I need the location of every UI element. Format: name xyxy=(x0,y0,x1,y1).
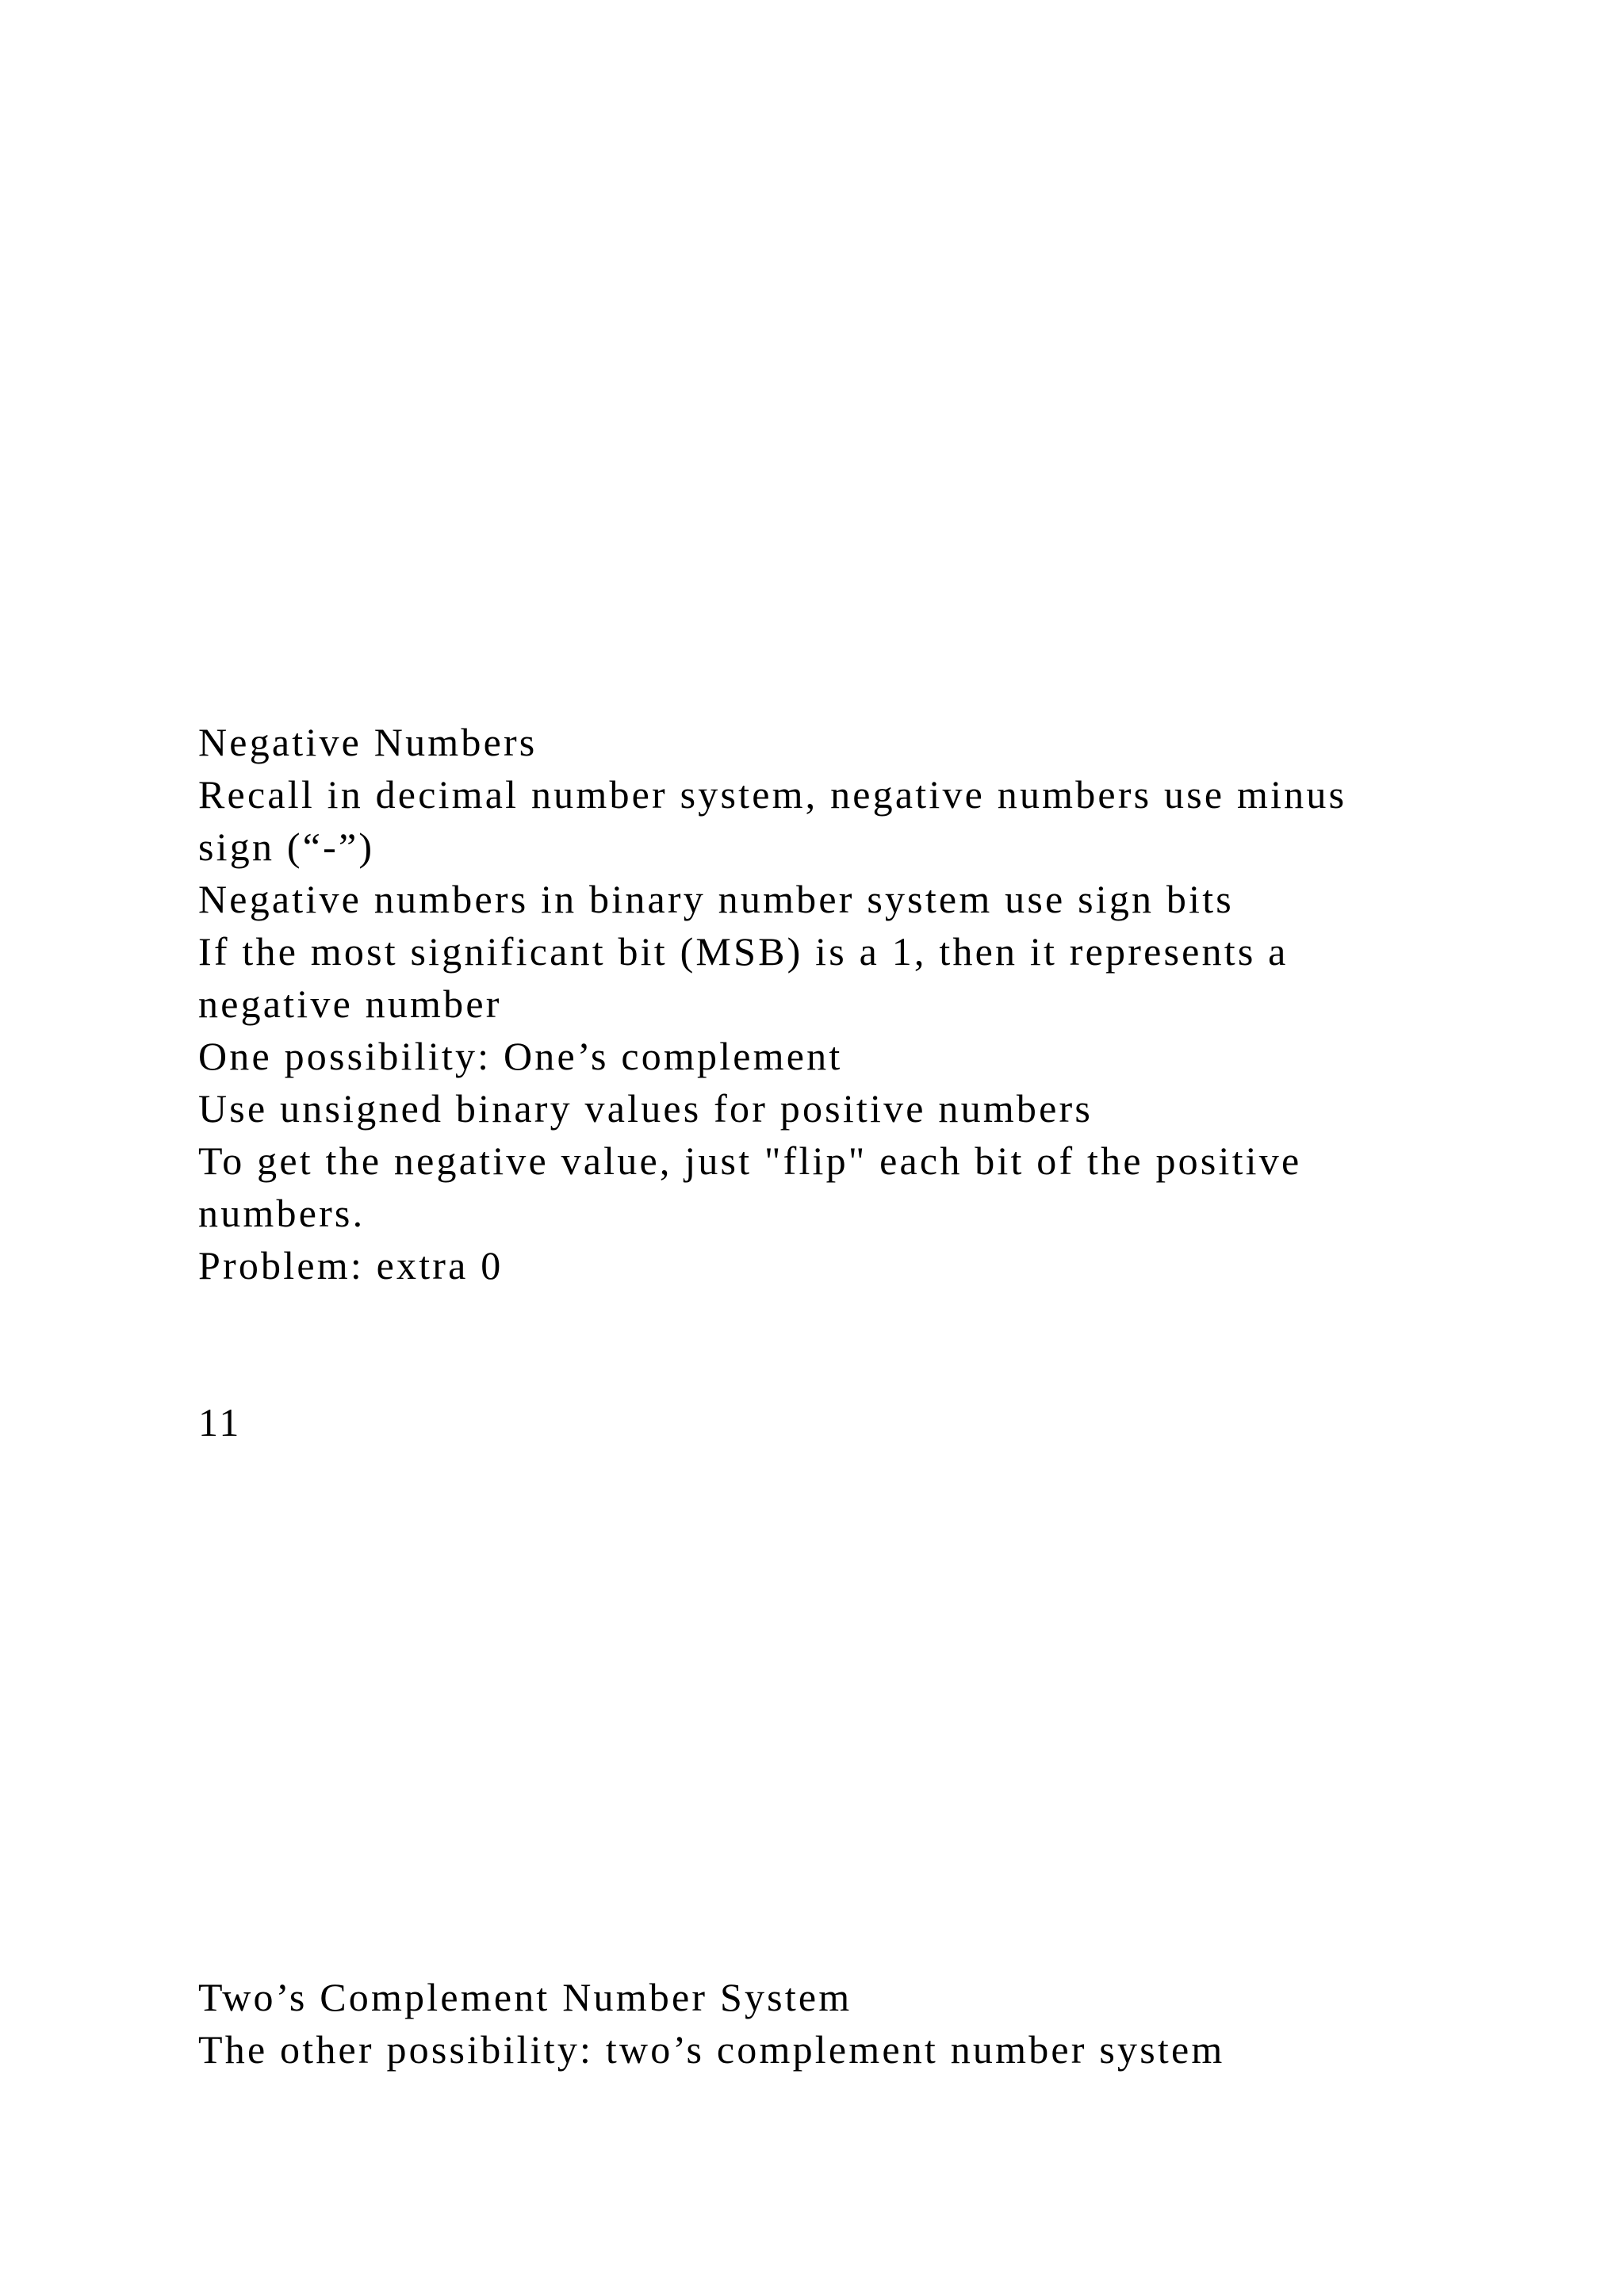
text-line: If the most significant bit (MSB) is a 1, then it represents a xyxy=(198,929,1289,974)
page-number-block xyxy=(198,1396,242,1448)
text-line: Problem: extra 0 xyxy=(198,1243,504,1288)
section-heading: Negative Numbers xyxy=(198,720,538,764)
text-line: negative number xyxy=(198,982,502,1026)
text-line: The other possibility: two’s complement number system xyxy=(198,2027,1225,2072)
section-heading: Two’s Complement Number System xyxy=(198,1975,852,2019)
text-line: Recall in decimal number system, negative numbers use minus xyxy=(198,772,1347,817)
text-line: To get the negative value, just "flip" each bit of the positive xyxy=(198,1138,1302,1183)
text-line: Use unsigned binary values for positive numbers xyxy=(198,1086,1093,1131)
page-number: 11 xyxy=(198,1400,242,1445)
text-line: One possibility: One’s complement xyxy=(198,1034,843,1078)
text-line: Negative numbers in binary number system use sign bits xyxy=(198,877,1234,921)
text-line: sign (“-”) xyxy=(198,825,375,869)
negative-numbers-section xyxy=(198,716,1346,1292)
twos-complement-section xyxy=(198,1971,1224,2076)
text-line: numbers. xyxy=(198,1191,366,1235)
